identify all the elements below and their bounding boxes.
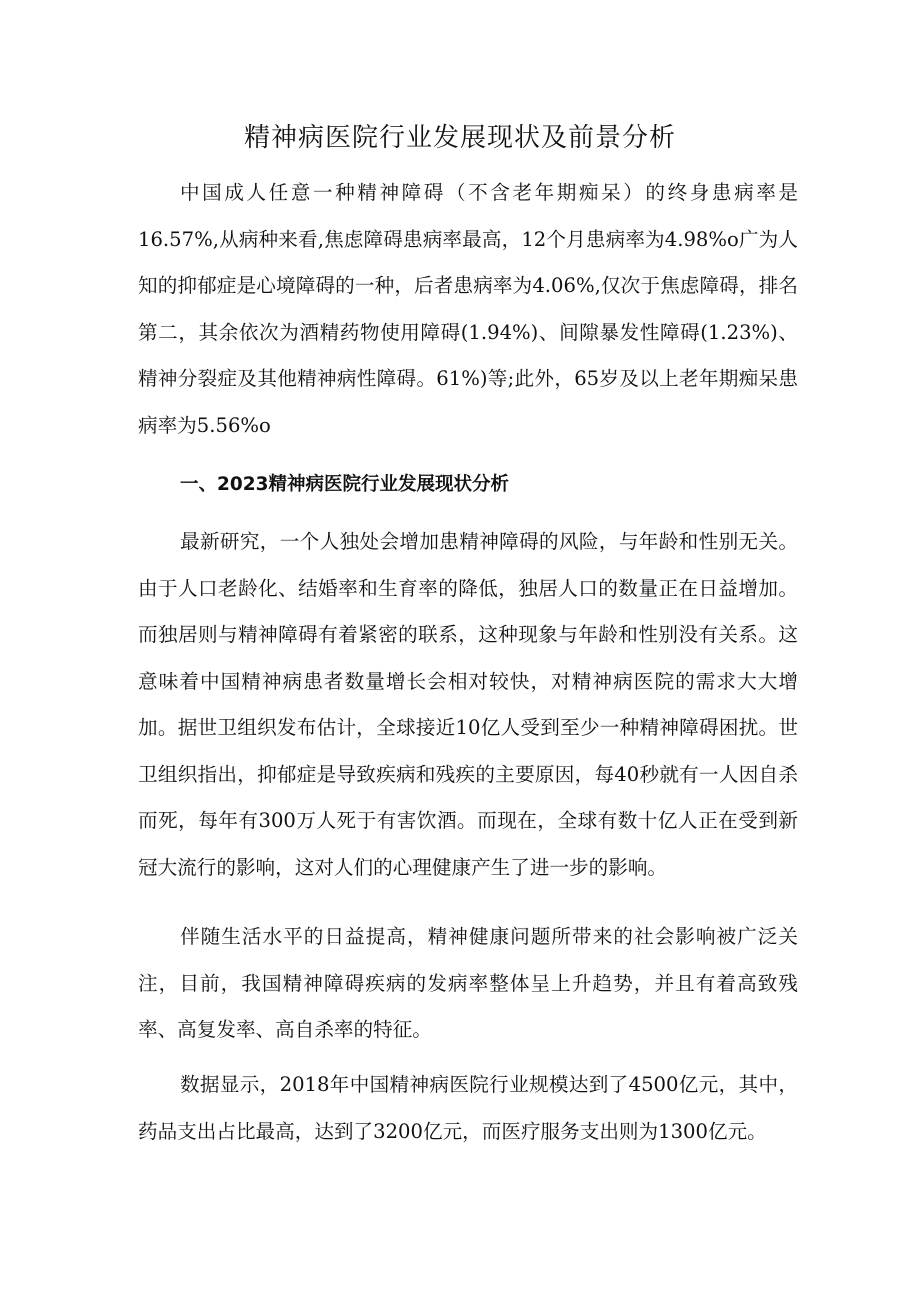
body-paragraph-trend: 伴随生活水平的日益提高，精神健康问题所带来的社会影响被广泛关注，目前，我国精神障碍疾病的发病率整体呈上升趋势，并且有着高致残率、高复发率、高自杀率的特征。: [138, 925, 798, 1041]
body-paragraph-research: 最新研究，一个人独处会增加患精神障碍的风险，与年龄和性别无关。由于人口老龄化、结婚率和生育率的降低，独居人口的数量正在日益增加。而独居则与精神障碍有着紧密的联系，这种现象与年龄和性别没有关系。这意味着中国精神病患者数量增长会相对较快，对精神病医院的需求大大增加。据世卫组织发布估计，全球接近10亿人受到至少一种精神障碍困扰。世卫组织指出，抑郁症是导致疾病和残疾的主要原因，每40秒就有一人因自杀而死，每年有300万人死于有害饮酒。而现在，全球有数十亿人正在受到新冠大流行的影响，这对人们的心理健康产生了进一步的影响。: [138, 530, 798, 879]
intro-paragraph: 中国成人任意一种精神障碍（不含老年期痴呆）的终身患病率是16.57%,从病种来看,焦虑障碍患病率最高，12个月患病率为4.98%o广为人知的抑郁症是心境障碍的一种，后者患病率为4.06%,仅次于焦虑障碍，排名第二，其余依次为酒精药物使用障碍(1.94%)、间隙暴发性障碍(1.23%)、精神分裂症及其他精神病性障碍。61%)等;此外，65岁及以上老年期痴呆患病率为5.56%o: [138, 181, 798, 437]
document-title: 精神病医院行业发展现状及前景分析: [243, 123, 676, 153]
body-paragraph-data: 数据显示，2018年中国精神病医院行业规模达到了4500亿元，其中，药品支出占比最高，达到了3200亿元，而医疗服务支出则为1300亿元。: [138, 1073, 798, 1143]
section-heading: 一、2023精神病医院行业发展现状分析: [180, 474, 509, 495]
